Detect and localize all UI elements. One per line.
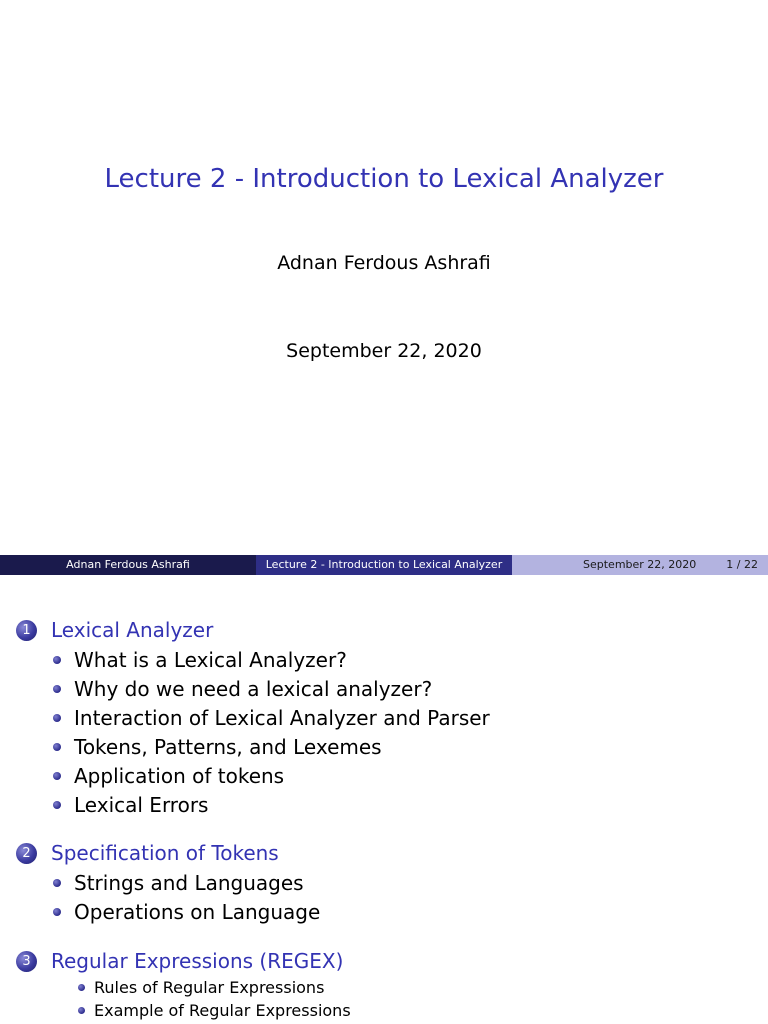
outline-section [16,615,490,819]
bullet-icon [78,984,85,991]
page-gap [0,576,768,598]
footline-author: Adnan Ferdous Ashrafi [0,555,256,575]
presentation-title: Lecture 2 - Introduction to Lexical Analyzer [104,164,664,194]
footline-date: September 22, 2020 [583,558,697,571]
section-title: Lexical Analyzer [51,618,214,642]
section-number-ball: 2 [16,843,37,864]
subsection-label: Rules of Regular Expressions [94,978,325,997]
bullet-icon [53,772,61,780]
subsection-item [78,976,351,999]
bullet-icon [53,908,61,916]
section-title: Specification of Tokens [51,841,279,865]
bullet-icon [53,801,61,809]
section-number-ball: 1 [16,620,37,641]
section-title: Regular Expressions (REGEX) [51,949,344,973]
bullet-icon [53,656,61,664]
subsection-label: Operations on Language [74,899,321,924]
section-number-ball: 3 [16,951,37,972]
page-number: 1 / 22 [726,558,758,571]
presentation-date: September 22, 2020 [286,340,482,362]
author-name: Adnan Ferdous Ashrafi [277,252,491,274]
outline-section [16,838,320,926]
footline-title: Lecture 2 - Introduction to Lexical Analyzer [256,555,512,575]
subsection-item [53,645,490,674]
bullet-icon [53,714,61,722]
subsection-label: Example of Regular Expressions [94,1001,351,1020]
bullet-icon [78,1007,85,1014]
subsection-item [53,868,320,897]
subsection-label: Interaction of Lexical Analyzer and Parser [74,705,490,730]
section-heading [16,838,320,868]
bullet-icon [53,743,61,751]
subsection-item [53,703,490,732]
subsection-item [53,674,490,703]
footline-info [512,555,768,575]
subsection-item [53,761,490,790]
subsection-label: Why do we need a lexical analyzer? [74,676,433,701]
bullet-icon [53,685,61,693]
footline [0,555,768,575]
subsection-label: What is a Lexical Analyzer? [74,647,347,672]
outline-slide [0,598,768,1024]
section-heading [16,946,351,976]
subsection-label: Strings and Languages [74,870,304,895]
subsection-item [53,790,490,819]
subsection-label: Lexical Errors [74,792,209,817]
subsection-label: Tokens, Patterns, and Lexemes [74,734,382,759]
outline-section [16,946,351,1022]
subsection-item [53,897,320,926]
subsection-item [53,732,490,761]
subsection-item [78,999,351,1022]
section-heading [16,615,490,645]
subsection-label: Application of tokens [74,763,285,788]
bullet-icon [53,879,61,887]
